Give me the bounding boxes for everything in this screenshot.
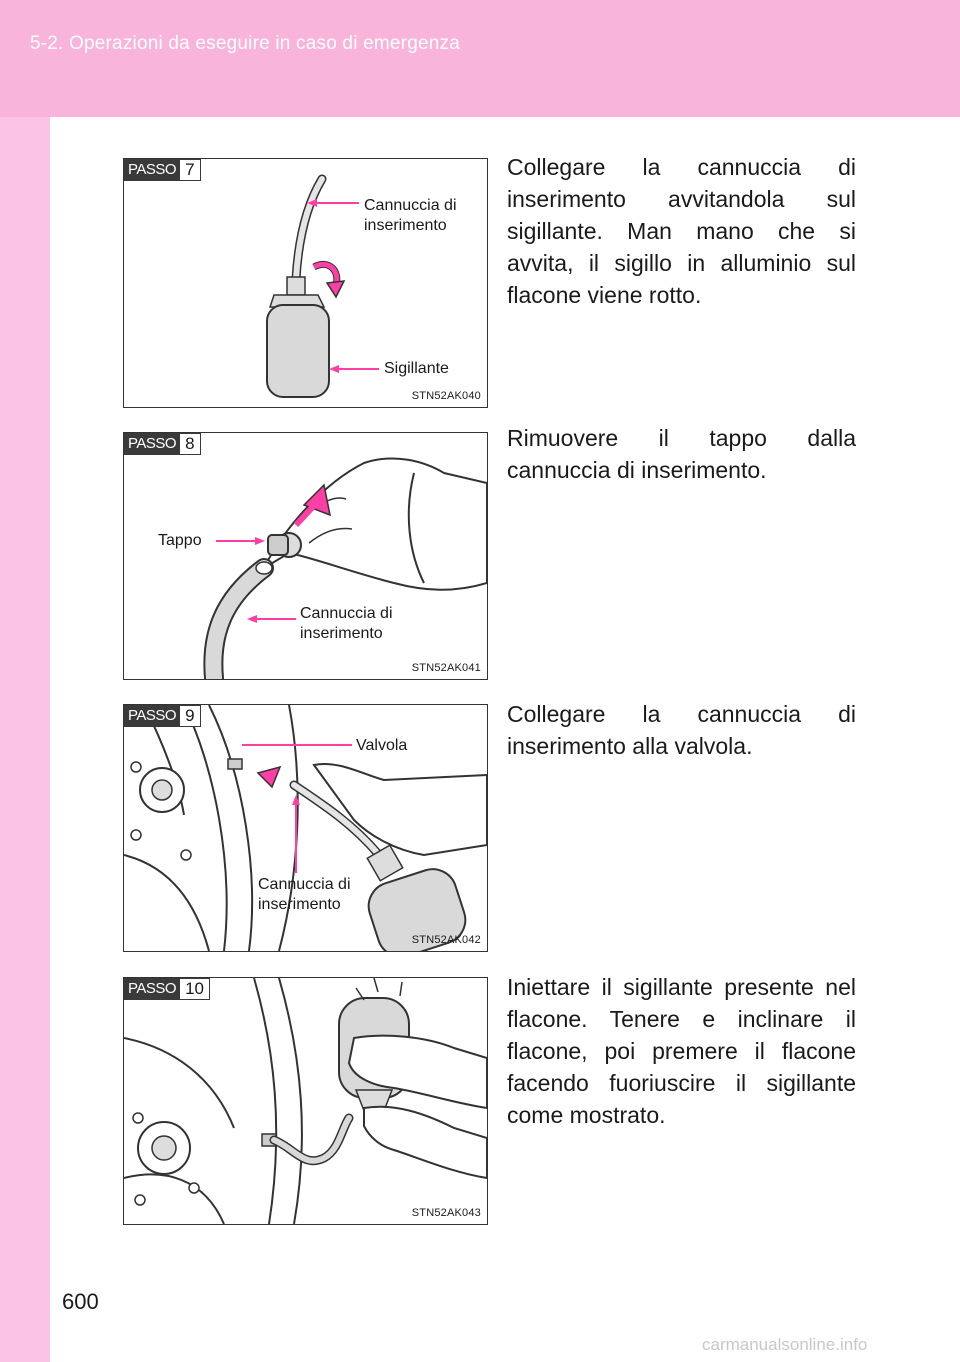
- label-cap: Tappo: [158, 532, 202, 549]
- step-badge-number: 7: [180, 159, 200, 181]
- chapter-header: [0, 0, 960, 117]
- step-badge-number: 10: [180, 978, 210, 1000]
- step-badge-word: PASSO: [124, 978, 180, 1000]
- figure-code: STN52AK041: [411, 662, 481, 674]
- step-badge-word: PASSO: [124, 705, 180, 727]
- step-badge-word: PASSO: [124, 433, 180, 455]
- step-badge-8: [124, 433, 201, 455]
- step-badge-7: [124, 159, 201, 181]
- step-8-text: Rimuovere il tappo dalla cannuccia di inserimento.: [507, 425, 856, 483]
- step-10-text: Iniettare il sigillante presente nel flacone. Tenere e inclinare il flacone, poi premere il flacone facendo fuoriuscire il sigillante come mostrato.: [507, 974, 856, 1128]
- step-badge-10: [124, 978, 210, 1000]
- watermark: carmanualsonline.info: [702, 1335, 868, 1354]
- side-margin-band: [0, 117, 50, 1362]
- label-insertion-hose: Cannuccia di inserimento: [364, 197, 457, 234]
- figure-step-7: [123, 158, 488, 408]
- page-number: 600: [62, 1289, 99, 1314]
- label-sealant: Sigillante: [384, 360, 449, 377]
- step-7-text: Collegare la cannuccia di inserimento avvitandola sul sigillante. Man mano che si avvita, il sigillo in alluminio sul flacone viene rotto.: [507, 154, 856, 308]
- figure-code: STN52AK043: [411, 1207, 481, 1219]
- figure-step-8: [123, 432, 488, 680]
- label-insertion-hose: Cannuccia di inserimento: [300, 605, 393, 642]
- step-badge-number: 8: [180, 433, 200, 455]
- figure-code: STN52AK042: [411, 934, 481, 946]
- figure-code: STN52AK040: [411, 390, 481, 402]
- step-badge-number: 9: [180, 705, 200, 727]
- figure-step-9: [123, 704, 488, 952]
- step-badge-word: PASSO: [124, 159, 180, 181]
- step-9-text: Collegare la cannuccia di inserimento alla valvola.: [507, 701, 856, 759]
- figure-step-10: [123, 977, 488, 1225]
- label-valve: Valvola: [356, 737, 408, 754]
- step-badge-9: [124, 705, 201, 727]
- chapter-title: 5-2. Operazioni da eseguire in caso di emergenza: [30, 33, 460, 54]
- label-insertion-hose: Cannuccia di inserimento: [258, 876, 351, 913]
- injecting-sealant-illustration: [124, 978, 487, 1224]
